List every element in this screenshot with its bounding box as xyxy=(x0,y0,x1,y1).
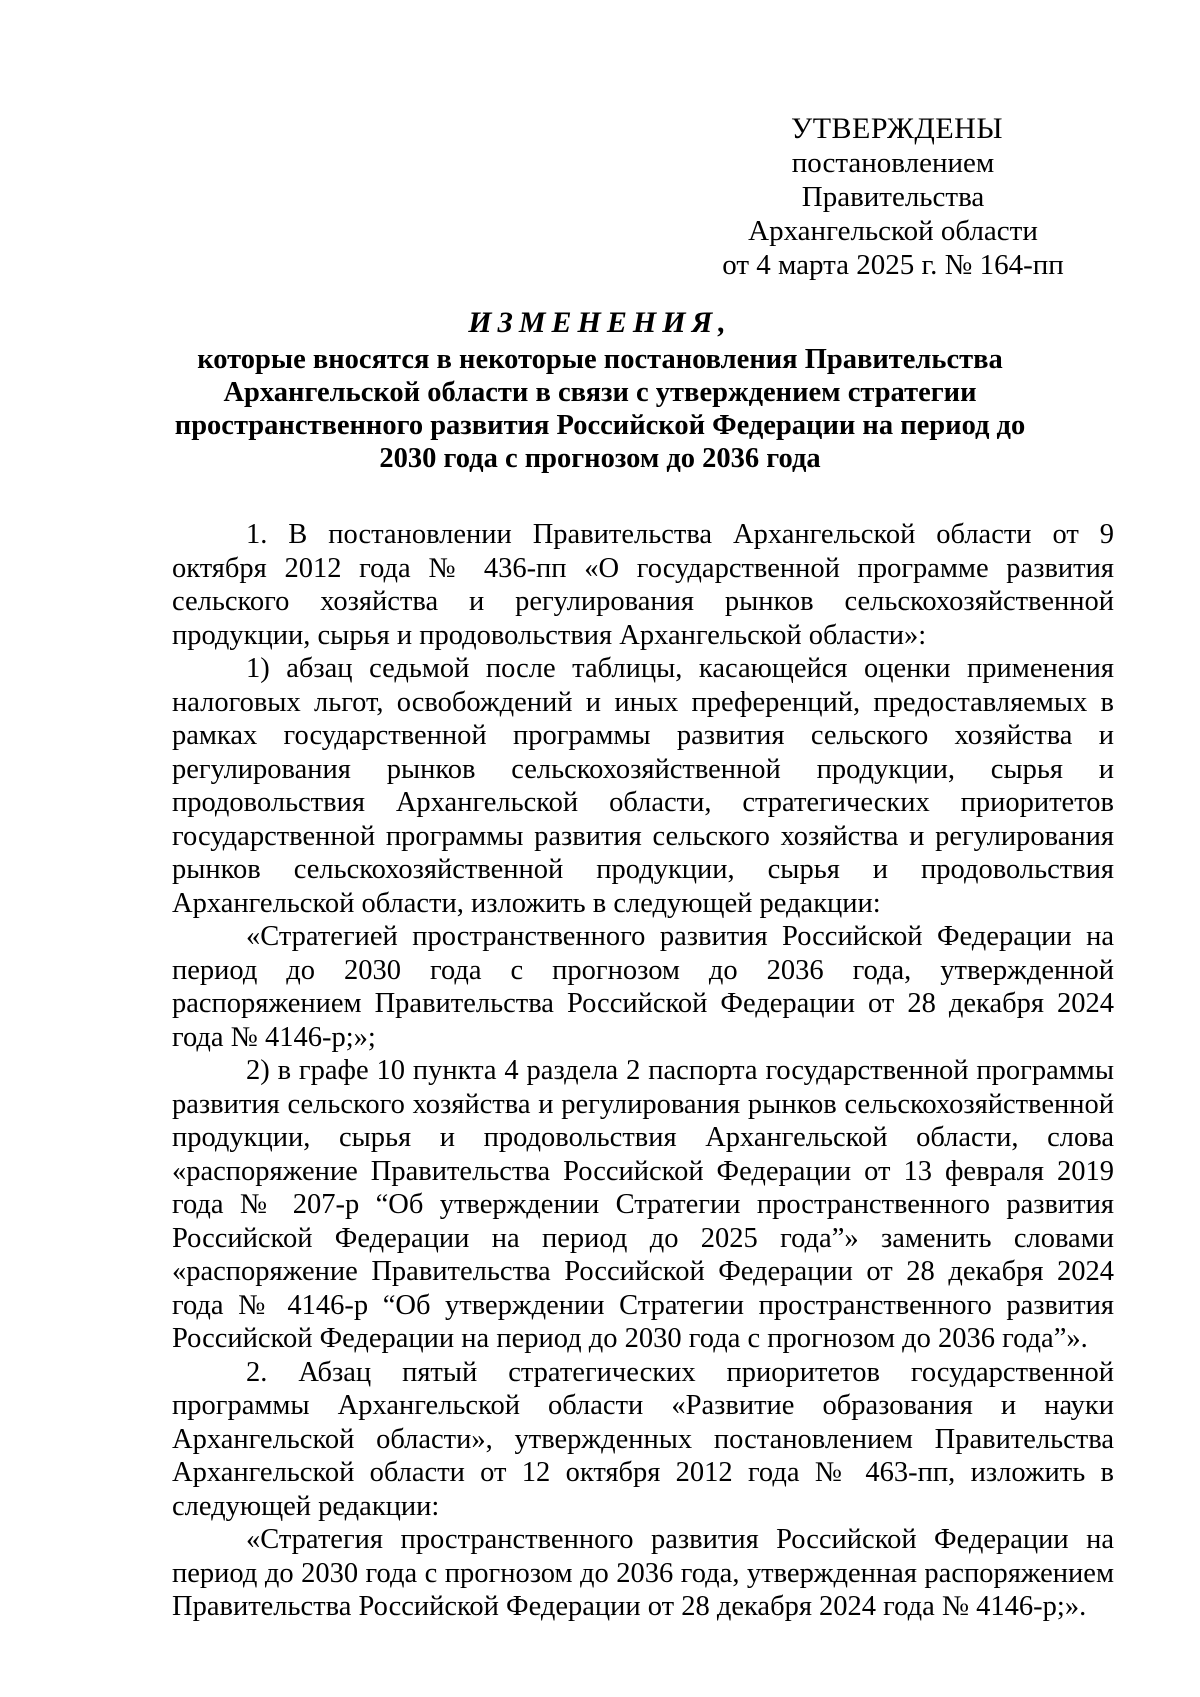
document-title: ИЗМЕНЕНИЯ, xyxy=(468,306,732,339)
approval-title: УТВЕРЖДЕНЫ xyxy=(790,112,1004,145)
document-subtitle: которые вносятся в некоторые постановления Правительства Архангельской области в связи с утверждением стратегии пространственного развития Российской Федерации на период до 2030 года с прогнозом до 2036 года xyxy=(174,344,1026,474)
approval-stamp xyxy=(706,112,1080,282)
paragraph-subitem-2: 2) в графе 10 пункта 4 раздела 2 паспорта государственной программы развития сельского хозяйства и регулирования рынков сельскохозяйственной продукции, сырья и продовольствия Архангельской области, слова «распоряжение Правительства Российской Федерации от 13 февраля 2019 года № 207-р “Об утверждении Стратегии пространственного развития Российской Федерации на период до 2025 года”» заменить словами «распоряжение Правительства Российской Федерации от 28 декабря 2024 года № 4146-р “Об утверждении Стратегии пространственного развития Российской Федерации на период до 2030 года с прогнозом до 2036 года”». xyxy=(172,1055,1114,1354)
document-body xyxy=(172,518,1114,1624)
paragraph-subitem-1: 1) абзац седьмой после таблицы, касающейся оценки применения налоговых льгот, освобождений и иных преференций, предоставляемых в рамках государственной программы развития сельского хозяйства и регулирования рынков сельскохозяйственной продукции, сырья и продовольствия Архангельской области, стратегических приоритетов государственной программы развития сельского хозяйства и регулирования рынков сельскохозяйственной продукции, сырья и продовольствия Архангельской области, изложить в следующей редакции: xyxy=(172,653,1114,919)
paragraph-item-2: 2. Абзац пятый стратегических приоритетов государственной программы Архангельской области «Развитие образования и науки Архангельской области», утвержденных постановлением Правительства Архангельской области от 12 октября 2012 года № 463-пп, изложить в следующей редакции: xyxy=(172,1356,1114,1522)
approval-line-2: Архангельской области xyxy=(748,215,1038,247)
approval-line-1: постановлением Правительства xyxy=(791,147,995,213)
approval-line-3: от 4 марта 2025 г. № 164-пп xyxy=(722,249,1064,281)
paragraph-quote-1: «Стратегией пространственного развития Российской Федерации на период до 2030 года с прогнозом до 2036 года, утвержденной распоряжением Правительства Российской Федерации от 28 декабря 2024 года № 4146-р;»; xyxy=(172,921,1114,1053)
paragraph-quote-2: «Стратегия пространственного развития Российской Федерации на период до 2030 года с прогнозом до 2036 года, утвержденная распоряжением Правительства Российской Федерации от 28 декабря 2024 года № 4146-р;». xyxy=(172,1524,1114,1622)
paragraph-item-1: 1. В постановлении Правительства Архангельской области от 9 октября 2012 года № 436-пп «О государственной программе развития сельского хозяйства и регулирования рынков сельскохозяйственной продукции, сырья и продовольствия Архангельской области»: xyxy=(172,519,1114,651)
document-heading xyxy=(150,306,1050,475)
